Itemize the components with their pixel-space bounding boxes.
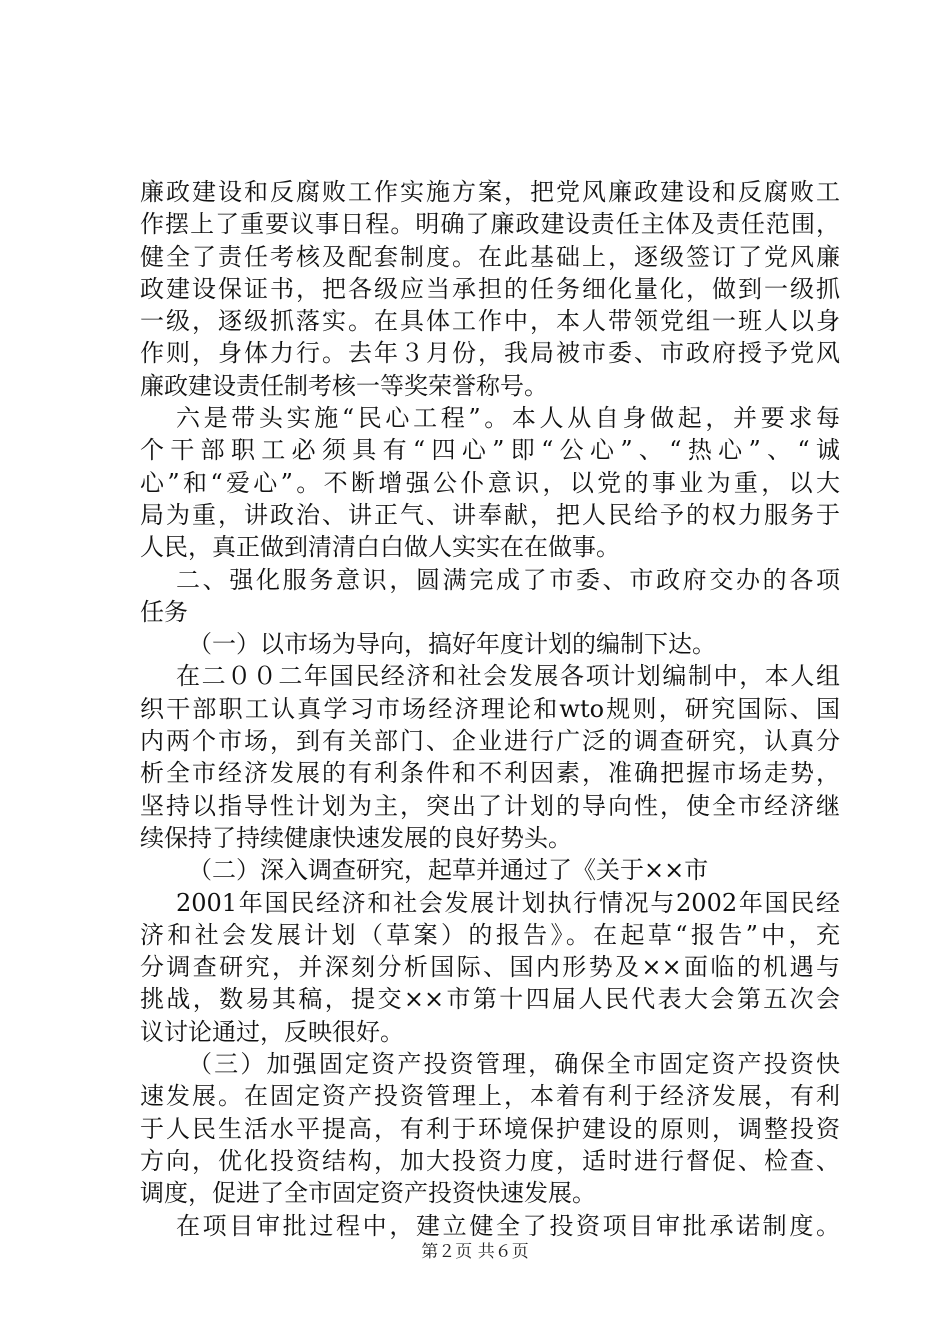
text-line: 挑战，数易其稿，提交××市第十四届人民代表大会第五次会 bbox=[140, 985, 840, 1014]
text-line: 任务 bbox=[140, 597, 188, 626]
text-line: 于人民生活水平提高，有利于环境保护建设的原则，调整投资 bbox=[140, 1114, 840, 1143]
text-line: 方向，优化投资结构，加大投资力度，适时进行督促、检查、 bbox=[140, 1146, 840, 1175]
text-line: 廉政建设和反腐败工作实施方案，把党风廉政建设和反腐败工 bbox=[140, 178, 840, 206]
text-line: 坚持以指导性计划为主，突出了计划的导向性，使全市经济继 bbox=[140, 791, 840, 820]
page-number-footer: 第２页 共６页 bbox=[421, 1242, 529, 1262]
document-body bbox=[140, 176, 840, 1242]
text-line: 织干部职工认真学习市场经济理论和wto规则，研究国际、国 bbox=[140, 694, 840, 723]
text-line: 个干部职工必须具有“四心”即“公心”、“热心”、“诚 bbox=[140, 436, 840, 465]
text-line: 心”和“爱心”。不断增强公仆意识，以党的事业为重，以大 bbox=[140, 468, 840, 497]
text-line: 作摆上了重要议事日程。明确了廉政建设责任主体及责任范围， bbox=[140, 210, 840, 239]
text-line: 内两个市场，到有关部门、企业进行广泛的调查研究，认真分 bbox=[140, 727, 840, 756]
text-line: 作则，身体力行。去年３月份，我局被市委、市政府授予党风 bbox=[140, 339, 840, 368]
text-line: 速发展。在固定资产投资管理上，本着有利于经济发展，有利 bbox=[140, 1082, 840, 1111]
text-line: 局为重，讲政治、讲正气、讲奉献，把人民给予的权力服务于 bbox=[140, 500, 840, 529]
text-line: （一）以市场为导向，搞好年度计划的编制下达。 bbox=[188, 630, 716, 659]
text-line: 议讨论通过，反映很好。 bbox=[140, 1017, 404, 1046]
text-line: 续保持了持续健康快速发展的良好势头。 bbox=[140, 823, 572, 852]
text-line: 廉政建设责任制考核一等奖荣誉称号。 bbox=[140, 371, 548, 400]
text-line: （二）深入调查研究，起草并通过了《关于××市 bbox=[188, 856, 709, 885]
text-line: 调度，促进了全市固定资产投资快速发展。 bbox=[140, 1179, 596, 1208]
text-line: 政建设保证书，把各级应当承担的任务细化量化，做到一级抓 bbox=[140, 274, 840, 303]
text-line: 二、强化服务意识，圆满完成了市委、市政府交办的各项 bbox=[176, 565, 840, 594]
text-line: 健全了责任考核及配套制度。在此基础上，逐级签订了党风廉 bbox=[140, 242, 840, 271]
text-line: 分调查研究，并深刻分析国际、国内形势及××面临的机遇与 bbox=[140, 953, 840, 982]
text-line: 一级，逐级抓落实。在具体工作中，本人带领党组一班人以身 bbox=[140, 307, 840, 336]
text-line: （三）加强固定资产投资管理，确保全市固定资产投资快 bbox=[188, 1050, 840, 1079]
text-line: 济和社会发展计划（草案）的报告》。在起草“报告”中，充 bbox=[140, 920, 840, 949]
text-line: 在项目审批过程中，建立健全了投资项目审批承诺制度。 bbox=[176, 1211, 840, 1240]
text-line: 人民，真正做到清清白白做人实实在在做事。 bbox=[140, 533, 620, 562]
text-line: 析全市经济发展的有利条件和不利因素，准确把握市场走势， bbox=[140, 759, 840, 788]
text-line: 六是带头实施“民心工程”。本人从自身做起，并要求每 bbox=[176, 404, 840, 433]
text-line: 2001年国民经济和社会发展计划执行情况与2002年国民经 bbox=[176, 888, 840, 917]
text-line: 在二００二年国民经济和社会发展各项计划编制中，本人组 bbox=[176, 662, 840, 691]
